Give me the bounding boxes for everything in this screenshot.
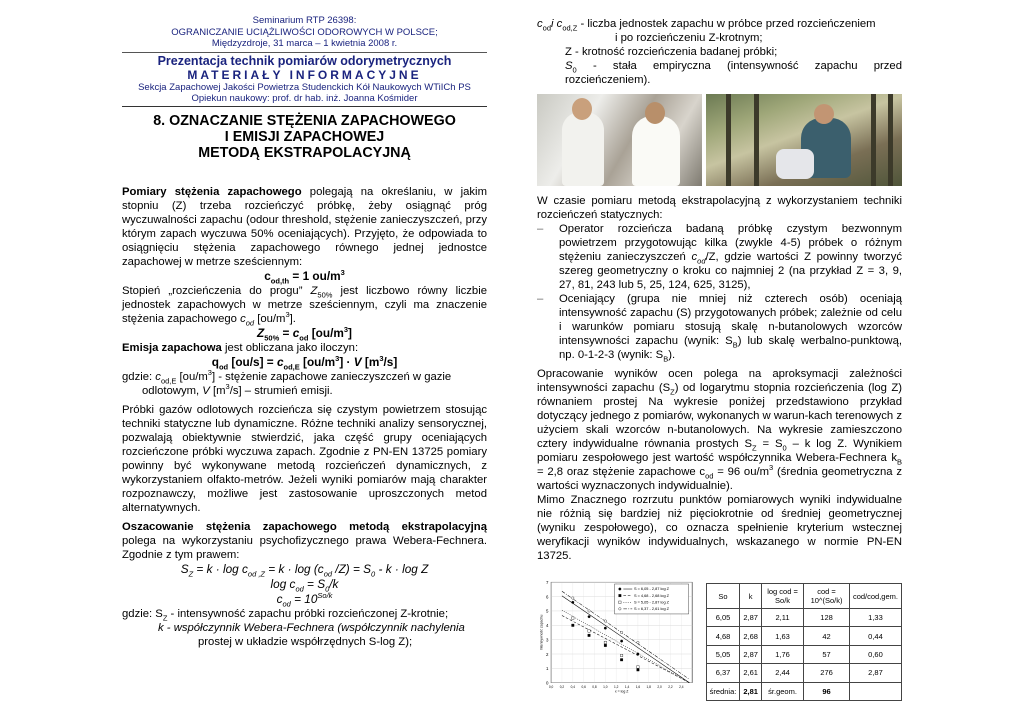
- paragraph-text: – k log Z. Wynikiem pomiaru zespołowego jest wartość współczynnika Webera-Fechnera k: [537, 438, 902, 464]
- list-item-evaluators: – Oceniający (grupa nie mniej niż czterech osób) oceniają intensywność zapachu (S) przygotowanych próbek; zależnie od celu i warunków pomiaru stosują skalę n-butanolowych wzorców intensywności zapachu (wynik: $S_B$) lub skalę werbalno-punktową, np. 0-1-2-3 (wynik: $S_B$).: [537, 293, 903, 364]
- legend-marker: [619, 608, 621, 610]
- formula-threshold: $c_{od,th} = 1$ $ou/m^3$: [264, 267, 345, 285]
- table-row: [706, 645, 901, 663]
- table-cell: 2,87: [740, 609, 762, 627]
- paragraph-text: ) od logarytmu stopnia rozcieńczenia (log Z) równaniem prostej Na wykresie poniżej przedstawiono przykład dotyczący jednego z pomiarów, wykonanych w warun-kach terenowych z użyciem skali wzorców n-butanolowych. Na wykresie zamieszczono cztery indywidualne równania prostych S: [537, 382, 903, 450]
- x-tick-label: 2,4: [679, 685, 684, 690]
- formula-sub: od: [299, 332, 309, 342]
- table-header-row: [706, 584, 901, 609]
- paragraph-scatter: Mimo Znacznego rozrzutu punktów pomiarowych wyniki indywidualne nie różnią się bardziej niż pięciokrotnie od średniej geometrycznej (wyniku zespołowego), co oznacza spełnienie kryterium wstecznej weryfikacji wyników indywidualnych, wskazanego w normie PN-EN 13725.: [537, 494, 902, 562]
- formula-z50: $Z_{50\%} = c_{od}$ $[ou/m^3]$: [257, 324, 352, 342]
- table-cell: 0,60: [849, 645, 901, 663]
- legend-entry: S = 6,37 - 2,61 log Z: [633, 605, 670, 611]
- data-point: [604, 620, 606, 622]
- title-line-3: METODĄ EKSTRAPOLACYJNĄ: [198, 144, 411, 161]
- formula-sub: 0: [325, 583, 330, 593]
- formula-text: = k · log c: [193, 561, 248, 576]
- formula-text: i c: [551, 18, 563, 30]
- paragraph-text: - liczba jednostek zapachu w próbce przed rozcieńczeniem: [577, 18, 876, 30]
- definition-cod: [537, 17, 902, 31]
- formula-sub: 0: [782, 443, 787, 453]
- formula-sub: od: [282, 598, 291, 608]
- y-tick-label: 5: [546, 608, 549, 614]
- title-line-2: I EMISJI ZAPACHOWEJ: [224, 128, 385, 145]
- materials-title: MATERIAŁY INFORMACYJNE: [187, 67, 422, 82]
- formula-sub: od,Z: [562, 23, 578, 33]
- table-cell: 6,05: [706, 609, 740, 627]
- legend-marker: [619, 601, 621, 603]
- formula-text: [ou/m: [308, 325, 344, 340]
- header-bottom-divider: [122, 106, 487, 107]
- table-row: [706, 609, 901, 627]
- formula-text: [ou/s] =: [228, 354, 277, 369]
- table-cell: 2,87: [740, 645, 762, 663]
- header-divider: [122, 52, 487, 53]
- seminar-line: Seminarium RTP 26398:: [252, 15, 357, 26]
- data-point: [588, 610, 590, 612]
- paragraph-text: ).: [668, 349, 676, 361]
- list-item-operator: – Operator rozcieńcza badaną próbkę czystym bezwonnym powietrzem przygotowując kilka (zwykle 4-5) próbek o różnym stężeniu zanieczyszczeń $c_{od}/Z$, gdzie wartości Z powinny tworzyć szereg geometryczny o kroku co najmniej 2 (na przykład Z = 3, 9, 27, 81, 243 lub 5, 25, 124, 625, 3125),: [537, 223, 902, 291]
- table-summary-row: [706, 682, 901, 700]
- data-point: [637, 669, 639, 671]
- table-summary-cell: średnia:: [706, 682, 740, 700]
- y-tick-label: 2: [546, 651, 549, 657]
- paragraph-text: = 96 ou/m: [713, 466, 770, 478]
- formula-sub: 0: [371, 568, 376, 578]
- paragraph-dilution: Stopień „rozcieńczenia do progu” $Z_{50\%}$ jest liczbowo równy liczbie jednostek zapachowych w metrze sześciennym, czyli ma znaczenie stężenia zapachowego $c_{od}$ $[ou/m^3]$.: [122, 284, 487, 327]
- formula-sub: 0: [572, 65, 577, 75]
- paragraph-k: k - współczynnik Webera-Fechnera (współczynnik nachylenia: [158, 621, 465, 634]
- formula-sub: od,th: [270, 275, 290, 285]
- formula-sub: od,E: [283, 361, 300, 371]
- data-point: [572, 617, 574, 619]
- table-cell: 42: [804, 627, 850, 645]
- table-cell: 5,05: [706, 645, 740, 663]
- y-tick-label: 4: [546, 623, 549, 629]
- formula-log-cod: [122, 577, 487, 592]
- y-tick-label: 6: [546, 594, 549, 600]
- data-point: [620, 659, 622, 661]
- paragraph-text: [ou/m: [176, 370, 208, 383]
- seminar-header: [122, 0, 487, 50]
- formula-text: /s]: [383, 354, 398, 369]
- table-row: [706, 627, 901, 645]
- formula-text: c: [276, 591, 283, 606]
- table-summary-cell: [849, 682, 901, 700]
- table-summary-cell: 2,81: [740, 682, 762, 700]
- data-point: [620, 631, 622, 633]
- table-cell: 276: [804, 664, 850, 682]
- x-tick-label: 1,6: [635, 685, 641, 690]
- x-tick-label: 1,8: [646, 685, 651, 690]
- table-header: So: [706, 584, 740, 609]
- formula-sub: od: [218, 361, 229, 371]
- paragraph-emission: [122, 341, 487, 355]
- right-column: [537, 0, 902, 701]
- page-title: [122, 113, 487, 161]
- data-point: [604, 627, 606, 629]
- table-cell: 1,63: [761, 627, 803, 645]
- x-tick-label: 2,0: [657, 685, 662, 690]
- paragraph-text: Stopień „rozcieńczenia do progu”: [122, 284, 311, 297]
- y-tick-label: 7: [546, 579, 549, 585]
- paragraph-sz: [122, 607, 487, 621]
- legend-marker: [619, 588, 621, 590]
- paragraph-text: jest obliczana jako iloczyn:: [221, 341, 359, 354]
- x-tick-label: 1,4: [624, 685, 630, 690]
- legend-entry: S = 4,68 - 2,68 log Z: [633, 592, 670, 598]
- data-point: [572, 624, 574, 626]
- title-line-1: 8. OZNACZANIE STĘŻENIA ZAPACHOWEGO: [153, 112, 456, 129]
- formula-text: = k · log (c: [265, 561, 324, 576]
- term-odour-concentration: Pomiary stężenia zapachowego: [122, 185, 302, 198]
- x-tick-label: 0,8: [592, 685, 597, 690]
- table-cell: 1,76: [761, 645, 803, 663]
- paragraph-text: ] - stężenie zapachowe zanieczyszczeń w gazie: [211, 370, 452, 383]
- legend-entry: S = 5,05 - 2,87 log Z: [633, 599, 670, 605]
- x-tick-label: 0,0: [548, 685, 554, 690]
- table-header: cod = 10^(So/k): [804, 584, 850, 609]
- formula-sub: 50%: [264, 332, 280, 342]
- paragraph-text: /Z, gdzie wartości Z powinny tworzyć szereg geometryczny o kroku co najmniej 2 (na przykład Z = 3, 9, 27, 81, 243 lub 5, 25, 124, 625, 3125),: [559, 251, 902, 291]
- results-table: [706, 583, 902, 701]
- supervisor-name: Opiekun naukowy: prof. dr hab. inż. Joanna Kośmider: [191, 92, 418, 104]
- data-point: [620, 640, 622, 642]
- photo-strip: [537, 94, 902, 186]
- table-cell: 57: [804, 645, 850, 663]
- formula-sub: Z: [162, 612, 168, 622]
- seminar-date: Międzyzdroje, 31 marca – 1 kwietnia 2008 r.: [211, 38, 398, 49]
- table-cell: 6,37: [706, 664, 740, 682]
- lab-photo: [537, 94, 702, 186]
- paragraph-samples: Próbki gazów odlotowych rozcieńcza się czystym powietrzem stosując techniki statyczne lub dynamiczne. Różne techniki analizy sensorycznej, pozwalają obiektywnie stwierdzić, jaka część grupy oceniających rozcieńczone próbki wyczuwa zapach. Zgodnie z PN-EN 13725 pomiary powinny być wykonywane metodą rozcieńczeń dynamicznych, z wykorzystaniem olfakto-metrów. Jeżeli wyniki pomiarów mają charakter rozpoznawczy, możliwe jest zastosowanie uproszczonych metod alternatywnych.: [122, 403, 487, 514]
- data-point: [637, 666, 639, 668]
- formula-text: S: [565, 60, 573, 72]
- formula-sub: od ,Z: [247, 568, 265, 578]
- term-emission: Emisja zapachowa: [122, 341, 222, 354]
- table-cell: 128: [804, 609, 850, 627]
- paragraph-text: /s] – strumień emisji.: [229, 384, 333, 397]
- legend-entry: S = 6,05 - 2,87 log Z: [633, 586, 670, 592]
- paragraph-where-cont: odlotowym, V $[m^3/s]$ – strumień emisji.: [142, 381, 333, 397]
- table-cell: 2,87: [849, 664, 901, 682]
- paragraph-text: Opracowanie wyników ocen polega na aproksymacji zależności intensywności zapachu (S: [537, 368, 902, 394]
- left-column: [122, 0, 487, 649]
- formula-sub: od,E: [160, 375, 177, 385]
- paragraph-text: = 2,8 oraz stężenie zapachowe c: [537, 466, 706, 478]
- paragraph-extrapolation: [122, 520, 487, 562]
- table-cell: 0,44: [849, 627, 901, 645]
- formula-sub: Z: [670, 387, 675, 397]
- section-name: Sekcja Zapachowej Jakości Powietrza Studenckich Kół Naukowych WTiICh PS: [138, 81, 471, 93]
- formula-sub: B: [732, 340, 738, 350]
- results-section: [537, 571, 902, 701]
- formula-sup: So/k: [317, 590, 333, 600]
- x-tick-label: 2,2: [668, 685, 673, 690]
- formula-text: [ou/m: [299, 354, 336, 369]
- formula-text: q: [211, 354, 219, 369]
- paragraph-text: polega na wykorzystaniu psychofizycznego prawa Webera-Fechnera. Zgodnie z tym prawem:: [122, 534, 487, 561]
- data-point: [572, 597, 574, 599]
- table-cell: 2,44: [761, 664, 803, 682]
- x-axis-label: x = log Z: [614, 689, 629, 694]
- formula-sub: od: [697, 256, 706, 266]
- x-tick-label: 0,4: [570, 685, 575, 690]
- definition-s0: [537, 59, 902, 87]
- x-tick-label: 0,2: [559, 685, 565, 690]
- formula-text: = 10: [290, 591, 318, 606]
- y-tick-label: 1: [546, 666, 549, 672]
- paragraph-measurement: W czasie pomiaru metodą ekstrapolacyjną z wykorzystaniem techniki rozcieńczeń statycznych:: [537, 195, 902, 221]
- paragraph-text: = S: [756, 438, 783, 450]
- formula-text: ] ·: [339, 354, 354, 369]
- formula-sub: od: [295, 583, 304, 593]
- formula-sub: od: [705, 471, 714, 481]
- formula-text: log c: [270, 576, 296, 591]
- data-point: [588, 615, 590, 617]
- paragraph-text: ) lub skalę werbalno-punktową, np. 0-1-2-3 (wynik: S: [559, 335, 903, 361]
- table-cell: 2,68: [740, 627, 762, 645]
- x-tick-label: 1,2: [614, 685, 619, 690]
- formula-sub: od: [542, 23, 551, 33]
- definition-cod-cont: i po rozcieńczeniu Z-krotnym;: [615, 32, 763, 44]
- term-extrapolation: Oszacowanie stężenia zapachowego metodą ekstrapolacyjną: [122, 520, 487, 533]
- paragraph-text: Operator rozcieńcza badaną próbkę czystym bezwonnym powietrzem przygotowując kilka (zwykle 4-5) próbek o różnym stężeniu zanieczyszczeń: [559, 223, 902, 263]
- paragraph-text: - stała empiryczna (intensywność zapachu przed rozcieńczeniem).: [565, 60, 902, 86]
- formula-text: S: [180, 561, 189, 576]
- formula-weber-fechner: [122, 562, 487, 577]
- data-point: [620, 654, 622, 656]
- table-header: log cod = So/k: [761, 584, 803, 609]
- paragraph-odour-concentration: [122, 185, 487, 269]
- paragraph-text: - intensywność zapachu próbki rozcieńczonej Z-krotnie;: [167, 607, 449, 620]
- table-cell: 2,61: [740, 664, 762, 682]
- formula-text: /k: [329, 576, 339, 591]
- formula-cod: [122, 592, 487, 607]
- data-point: [637, 641, 639, 643]
- formula-sub: 50%: [317, 289, 333, 299]
- formula-text: c: [537, 18, 543, 30]
- formula-text: /Z) = S: [332, 561, 372, 576]
- table-summary-cell: śr.geom.: [761, 682, 803, 700]
- data-point: [572, 601, 574, 603]
- formula-emission: $q_{od}$ $[ou/s] = c_{od,E}$ $[ou/m^3] \cdot V$ $[m^3/s]$: [211, 353, 398, 371]
- y-axis-label: Intensywność zapachu: [539, 614, 544, 651]
- y-tick-label: 0: [546, 680, 549, 686]
- table-header: cod/cod,gem.: [849, 584, 901, 609]
- paragraph-text: polegają na określaniu, w jakim stopniu (Z) trzeba rozcieńczyć próbkę, żeby osiągnąć próg wyczuwalności zapachu (odour threshold, stężenie zanieczyszczeń, przy którym zapach wyczuwa 50% oceniających). Przyjęto, że odpowiada to osiągnięciu stężenia zapachowego równego jednej jednostce zapachowej w metrze sześciennym:: [122, 185, 487, 268]
- paragraph-text: Oceniający (grupa nie mniej niż czterech osób) oceniają intensywność zapachu (S) przygotowanych próbek; zależnie od celu i warunków pomiaru stosują skalę n-butanolowych wzorców intensywności zapachu (wynik: S: [559, 293, 902, 347]
- table-row: [706, 664, 901, 682]
- paragraph-text: [m: [209, 384, 226, 397]
- formula-text: = 1 ou/m: [289, 268, 341, 283]
- intensity-chart: [537, 571, 696, 701]
- formula-text: =: [279, 325, 293, 340]
- paragraph-text: (średnia geometryczna z wartości wyznaczonych indywidualnie).: [537, 466, 902, 492]
- formula-sub: B: [663, 354, 669, 364]
- table-header: k: [740, 584, 762, 609]
- x-tick-label: 1,0: [603, 685, 608, 690]
- formula-text: = S: [303, 576, 326, 591]
- formula-sub: Z: [752, 443, 757, 453]
- paragraph-text: jest liczbowo równy liczbie jednostek zapachowych w metrze sześciennym, czyli ma znaczenie stężenia zapachowego: [122, 284, 487, 325]
- data-point: [588, 634, 590, 636]
- paragraph-results: Opracowanie wyników ocen polega na aproksymacji zależności intensywności zapachu $(S_Z)$ od logarytmu stopnia rozcieńczenia (log Z) równaniem prostej Na wykresie poniżej przedstawiono przykład dotyczący jednego z pomiarów, wykonanych w warun-kach terenowych z użyciem skali wzorców n-butanolowych. Na wykresie zamieszczono cztery indywidualne równania prostych $S_Z = S_0 - k$ log Z. Wynikiem pomiaru zespołowego jest wartość współczynnika Webera-Fechnera $k_B = 2,8$ oraz stężenie zapachowe $c_{od} = 96$ $ou/m^3$ (średnia geometryczna z wartości wyznaczonych indywidualnie).: [537, 368, 903, 492]
- formula-sub: B: [896, 457, 902, 467]
- table-cell: 2,11: [761, 609, 803, 627]
- paragraph-text: odlotowym,: [142, 384, 203, 397]
- data-point: [588, 630, 590, 632]
- table-cell: 4,68: [706, 627, 740, 645]
- table-cell: 1,33: [849, 609, 901, 627]
- formula-text: [m: [361, 354, 380, 369]
- definition-z: Z - krotność rozcieńczenia badanej próbki;: [565, 46, 778, 58]
- paragraph-text: gdzie: S: [122, 607, 163, 620]
- formula-text: ]: [348, 325, 352, 340]
- paragraph-text: [ou/m: [254, 312, 286, 325]
- paragraph-text: ].: [289, 312, 296, 325]
- y-tick-label: 3: [546, 637, 549, 643]
- x-tick-label: 0,6: [581, 685, 586, 690]
- paragraph-where: gdzie: $c_{od,E}$ $[ou/m^3]$ - stężenie zapachowe zanieczyszczeń w gazie: [122, 367, 452, 385]
- table-summary-cell: 96: [804, 682, 850, 700]
- formula-sub: Z: [188, 568, 194, 578]
- seminar-topic: OGRANICZANIE UCIĄŻLIWOŚCI ODOROWYCH W POLSCE;: [171, 26, 438, 38]
- formula-text: - k · log Z: [375, 561, 429, 576]
- presentation-title: Prezentacja technik pomiarów odorymetrycznych: [157, 53, 452, 68]
- field-photo: [706, 94, 902, 186]
- formula-sub: od: [323, 568, 333, 578]
- data-point: [604, 641, 606, 643]
- legend-marker: [619, 594, 621, 596]
- paragraph-k-cont: prostej w układzie współrzędnych S-log Z);: [198, 635, 413, 648]
- paragraph-text: gdzie:: [122, 370, 156, 383]
- data-point: [604, 644, 606, 646]
